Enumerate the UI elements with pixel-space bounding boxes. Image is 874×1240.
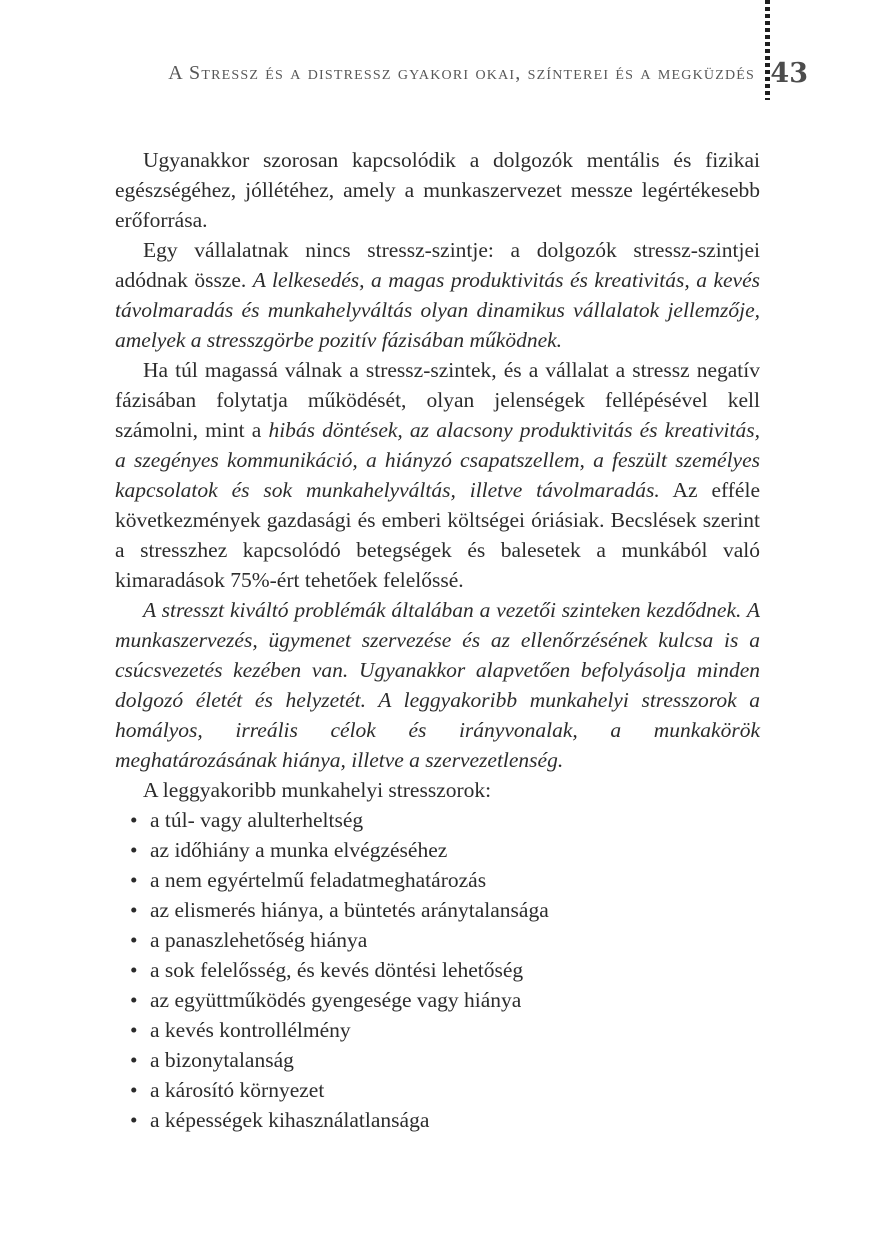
page-number: 43 — [770, 58, 808, 89]
paragraph-2 — [115, 235, 760, 355]
list-item-text: a képességek kihasználatlansága — [150, 1108, 430, 1132]
paragraph-3-text-normal-1: Ha túl magassá válnak a stressz-szintek, és a vállalat a stressz negatív fázisában folytatja működését, olyan jelenségek fellépésével kell számolni, mint a — [115, 358, 760, 442]
list-item — [130, 955, 760, 985]
paragraph-1-text: Ugyanakkor szorosan kapcsolódik a dolgozók mentális és fizikai egészségéhez, jóllétéhez, amely a munkaszervezet messze legértékesebb erőforrása. — [115, 148, 760, 232]
list-item — [130, 1015, 760, 1045]
list-item — [130, 805, 760, 835]
bullet-icon: • — [130, 898, 138, 922]
list-item-text: a sok felelősség, és kevés döntési lehetőség — [150, 958, 524, 982]
bullet-icon: • — [130, 1048, 138, 1072]
list-item — [130, 895, 760, 925]
bullet-icon: • — [130, 1078, 138, 1102]
list-item-text: a bizonytalanság — [150, 1048, 294, 1072]
list-item-text: a panaszlehetőség hiánya — [150, 928, 368, 952]
stressor-list — [115, 805, 760, 1135]
paragraph-4 — [115, 595, 760, 775]
list-item — [130, 1105, 760, 1135]
bullet-icon: • — [130, 1108, 138, 1132]
body-text — [115, 145, 760, 1135]
bullet-icon: • — [130, 928, 138, 952]
paragraph-3 — [115, 355, 760, 595]
list-item-text: az együttműködés gyengesége vagy hiánya — [150, 988, 522, 1012]
list-item-text: a túl- vagy alulterheltség — [150, 808, 364, 832]
list-item — [130, 985, 760, 1015]
list-item — [130, 835, 760, 865]
list-intro: A leggyakoribb munkahelyi stresszorok: — [143, 778, 492, 802]
paragraph-2-text-normal: Egy vállalatnak nincs stressz-szintje: a dolgozók stressz-szintjei adódnak össze. — [115, 238, 760, 292]
paragraph-2-text-italic: A lelkesedés, a magas produktivitás és kreativitás, a kevés távolmaradás és munkahelyváltás olyan dinamikus vállalatok jellemzője, amelyek a stresszgörbe pozitív fázisában működnek. — [115, 268, 761, 352]
paragraph-1 — [115, 145, 760, 235]
list-item — [130, 1045, 760, 1075]
bullet-icon: • — [130, 838, 138, 862]
paragraph-3-text-italic: hibás döntések, az alacsony produktivitás és kreativitás, a szegényes kommunikáció, a hiányzó csapatszellem, a feszült személyes kapcsolatok és sok munkahelyváltás, illetve távolmaradás. — [115, 418, 760, 502]
dotted-rule-divider — [765, 0, 770, 100]
bullet-icon: • — [130, 988, 138, 1012]
running-header: A Stressz és a distressz gyakori okai, színterei és a megküzdés — [168, 62, 755, 84]
bullet-icon: • — [130, 958, 138, 982]
list-item-text: a károsító környezet — [150, 1078, 325, 1102]
bullet-icon: • — [130, 808, 138, 832]
bullet-icon: • — [130, 868, 138, 892]
paragraph-3-text-normal-2: Az efféle következmények gazdasági és emberi költségei óriásiak. Becslések szerint a stresszhez kapcsolódó betegségek és balesetek a munkából való kimaradások 75%-ért tehetőek felelőssé. — [115, 478, 760, 592]
list-item-text: a kevés kontrollélmény — [150, 1018, 351, 1042]
list-item-text: az elismerés hiánya, a büntetés aránytalansága — [150, 898, 549, 922]
list-item — [130, 925, 760, 955]
bullet-icon: • — [130, 1018, 138, 1042]
list-item-text: a nem egyértelmű feladatmeghatározás — [150, 868, 487, 892]
list-item-text: az időhiány a munka elvégzéséhez — [150, 838, 448, 862]
list-item — [130, 865, 760, 895]
list-item — [130, 1075, 760, 1105]
paragraph-4-text-italic: A stresszt kiváltó problémák általában a vezetői szinteken kezdődnek. A munkaszervezés, ügymenet szervezése és az ellenőrzésének kulcsa is a csúcsvezetés kezében van. Ugyanakkor alapvetően befolyásolja minden dolgozó életét és helyzetét. A leggyakoribb munkahelyi stresszorok a homályos, irreális célok és irányvonalak, a munkakörök meghatározásának hiánya, illetve a szervezetlenség. — [115, 598, 760, 772]
